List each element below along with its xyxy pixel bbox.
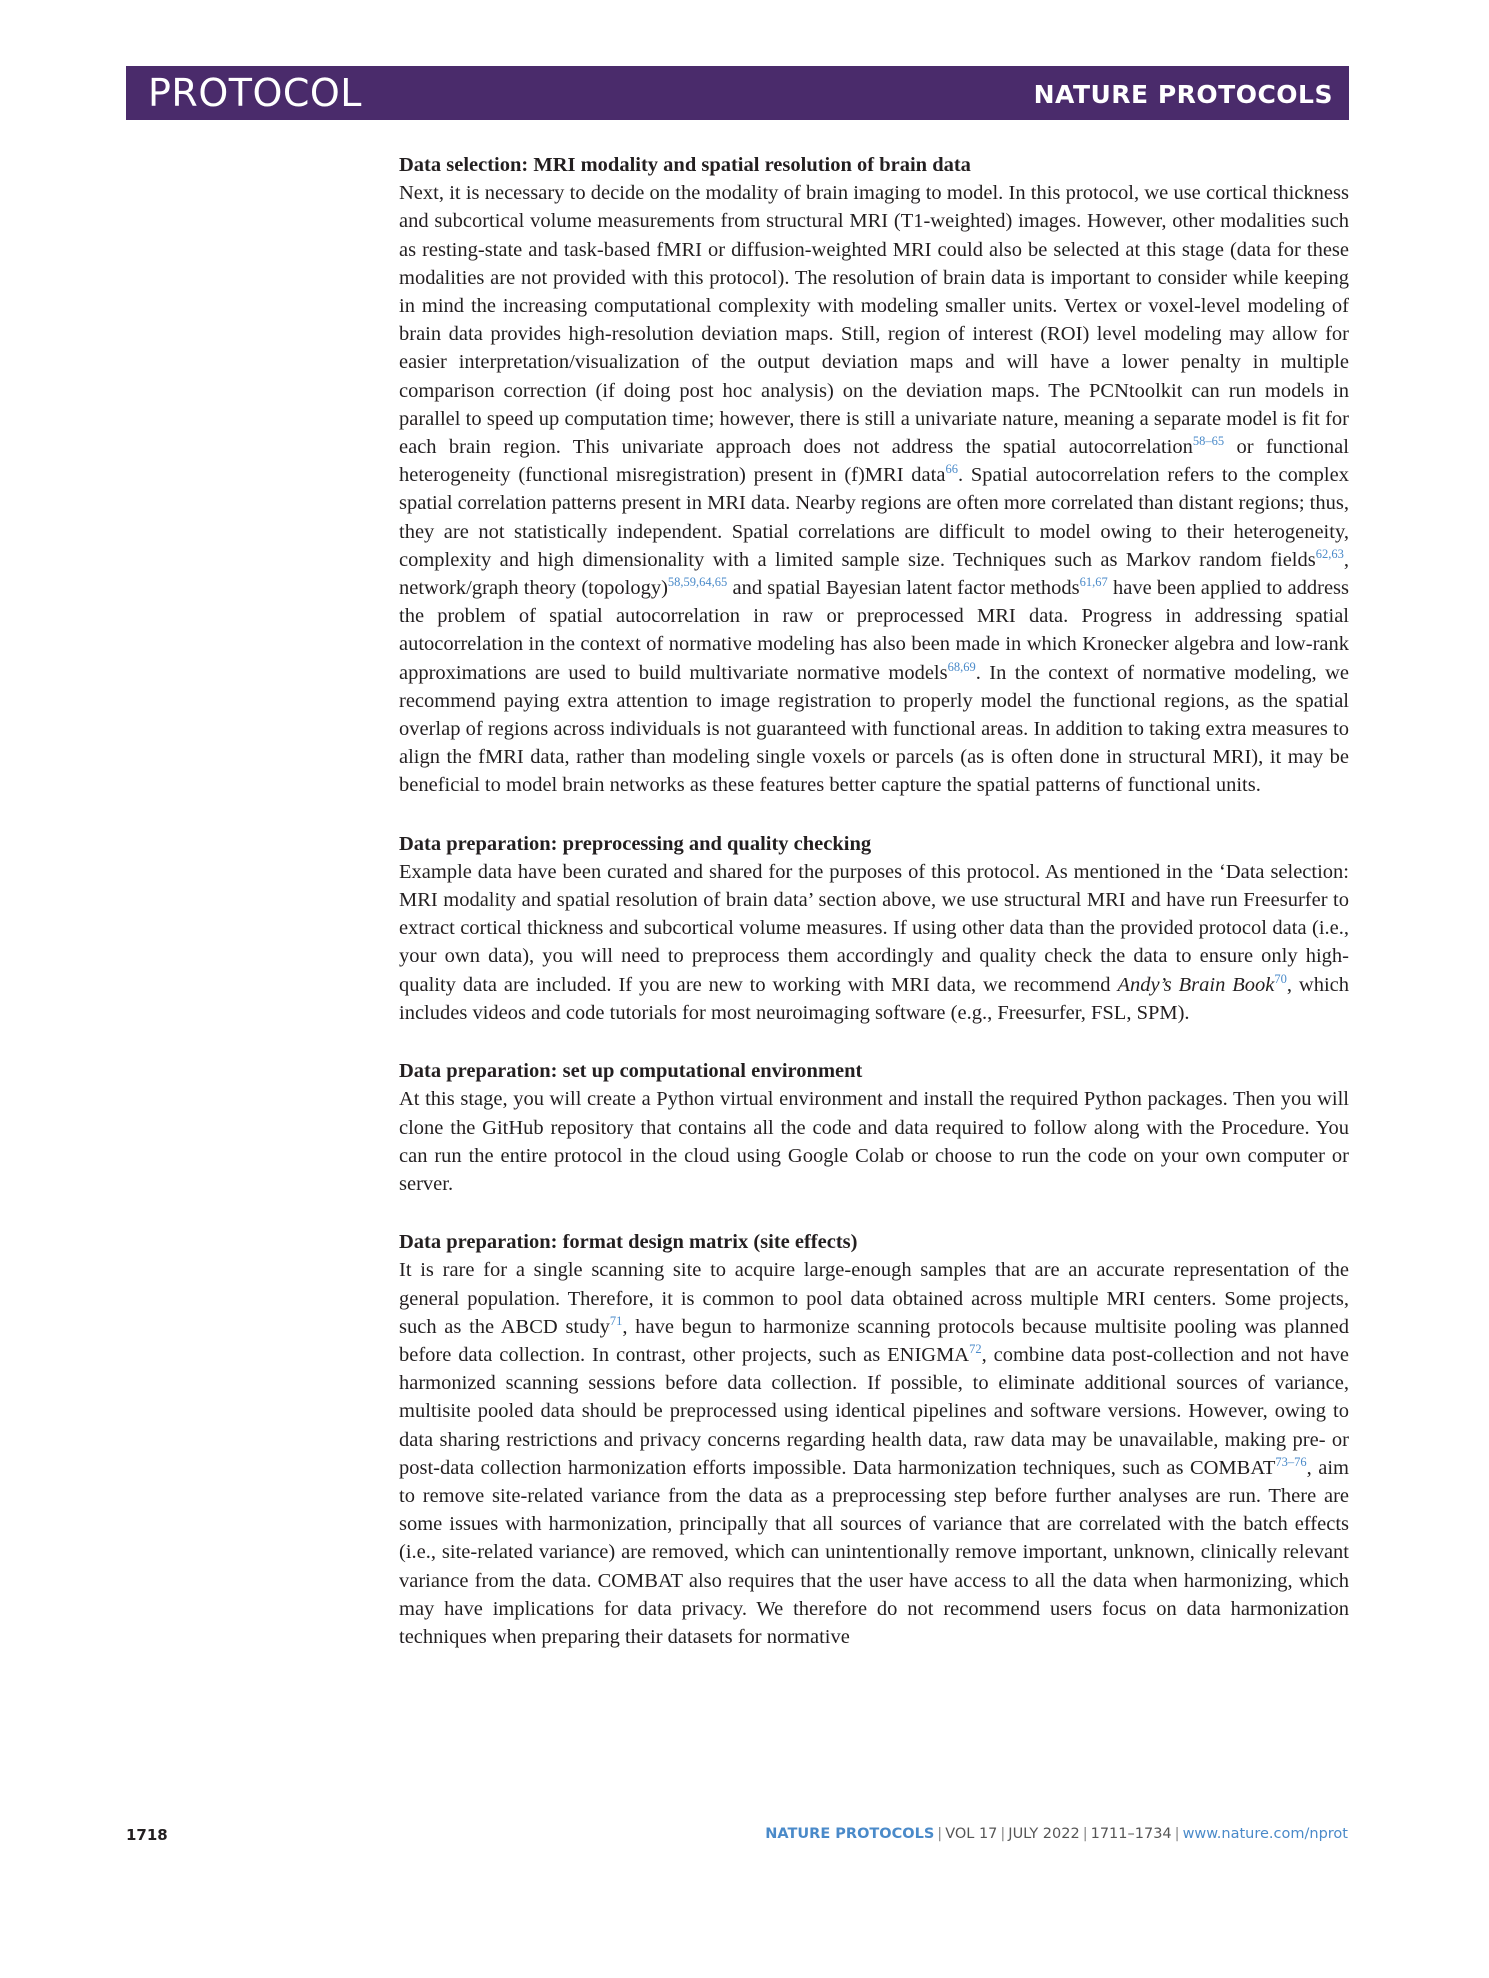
paragraph-text: have been applied to address the problem of spatial autocorrelation in raw or preprocessed MRI data. Progress in addressing spatial autocorrelation in the context of normative modeling has also been made in which Kronecker algebra and low-rank approximations are used to build multivariate normative models (399, 577, 1350, 684)
citation-link[interactable]: 70 (1274, 971, 1287, 986)
citation-link[interactable]: 71 (609, 1313, 623, 1328)
paragraph-text: or functional heterogeneity (functional misregistration) present in (f)MRI data (399, 436, 1349, 487)
paragraph-text: and spatial Bayesian latent factor methods (727, 577, 1080, 600)
footer-journal: NATURE PROTOCOLS (765, 1826, 935, 1842)
paragraph-text: . In the context of normative modeling, we recommend paying extra attention to image registration to properly model the functional regions, as the spatial overlap of regions across individuals is not guaranteed with functional areas. In addition to taking extra measures to align the fMRI data, rather than modeling single voxels or parcels (as is often done in structural MRI), it may be beneficial to model brain networks as these features better capture the spatial patterns of functional units. (399, 661, 1349, 797)
paragraph-text: At this stage, you will create a Python virtual environment and install the required Python packages. Then you will clone the GitHub repository that contains all the code and data required to follow along with the Procedure. You can run the entire protocol in the cloud using Google Colab or choose to run the code on your own computer or server. (399, 1088, 1349, 1195)
section-heading: Data selection: MRI modality and spatial resolution of brain data (399, 154, 971, 176)
section-paragraph (399, 1256, 1349, 1651)
section-paragraph (399, 179, 1349, 799)
paragraph-text: It is rare for a single scanning site to acquire large-enough samples that are an accurate representation of the general population. Therefore, it is common to pool data obtained across multiple MRI centers. Some projects, such as the ABCD study (399, 1259, 1349, 1338)
section (399, 151, 1349, 800)
paragraph-text: . Spatial autocorrelation refers to the complex spatial correlation patterns present in MRI data. Nearby regions are often more correlated than distant regions; thus, they are not statistically independent. Spatial correlations are difficult to model owing to their heterogeneity, complexity and high dimensionality with a limited sample size. Techniques such as Markov random fields (399, 464, 1349, 571)
paragraph-text: , network/graph theory (topology) (399, 548, 1349, 600)
article-body (399, 151, 1349, 1681)
section (399, 830, 1349, 1027)
section-heading: Data preparation: preprocessing and quality checking (399, 832, 872, 855)
footer-pages: 1711–1734 (1090, 1826, 1172, 1842)
footer-citation: NATURE PROTOCOLS | VOL 17 | JULY 2022 | 1711–1734 | www.nature.com/nprot (765, 1826, 1348, 1842)
section-paragraph (399, 1085, 1349, 1198)
citation-link[interactable]: 72 (969, 1341, 982, 1356)
journal-name: NATURE PROTOCOLS (1033, 80, 1333, 109)
citation-link[interactable]: 61,67 (1079, 575, 1108, 590)
section (399, 1228, 1349, 1651)
citation-link[interactable]: 73–76 (1275, 1454, 1307, 1469)
citation-link[interactable]: 58–65 (1192, 434, 1225, 449)
footer-url-link[interactable]: www.nature.com/nprot (1182, 1826, 1348, 1842)
paragraph-text: , which includes videos and code tutorials for most neuroimaging software (e.g., Freesurfer, FSL, SPM). (399, 973, 1349, 1024)
section-heading: Data preparation: format design matrix (site effects) (399, 1231, 858, 1254)
paragraph-text: Next, it is necessary to decide on the modality of brain imaging to model. In this protocol, we use cortical thickness and subcortical volume measurements from structural MRI (T1-weighted) images. However, other modalities such as resting-state and task-based fMRI or diffusion-weighted MRI could also be selected at this stage (data for these modalities are not provided with this protocol). The resolution of brain data is important to consider while keeping in mind the increasing computational complexity with modeling smaller units. Vertex or voxel-level modeling of brain data provides high-resolution deviation maps. Still, region of interest (ROI) level modeling may allow for easier interpretation/visualization of the output deviation maps and will have a lower penalty in multiple comparison correction (if doing post hoc analysis) on the deviation maps. The PCNtoolkit can run models in parallel to speed up computation time; however, there is still a univariate nature, meaning a separate model is fit for each brain region. This univariate approach does not address the spatial autocorrelation (399, 182, 1349, 459)
paragraph-text: , aim to remove site-related variance from the data as a preprocessing step before further analyses are run. There are some issues with harmonization, principally that all sources of variance that are correlated with the batch effects (i.e., site-related variance) are removed, which can unintentionally remove important, unknown, clinically relevant variance from the data. COMBAT also requires that the user have access to all the data when harmonizing, which may have implications for data privacy. We therefore do not recommend users focus on data harmonization techniques when preparing their datasets for normative (399, 1456, 1349, 1648)
footer-date: JULY 2022 (1008, 1826, 1080, 1842)
footer-volume: VOL 17 (945, 1826, 998, 1842)
section-paragraph (399, 858, 1349, 1027)
paragraph-text: , have begun to harmonize scanning protocols because multisite pooling was planned before data collection. In contrast, other projects, such as ENIGMA (399, 1315, 1349, 1366)
page-number: 1718 (126, 1826, 168, 1844)
section (399, 1057, 1349, 1198)
citation-link[interactable]: 58,59,64,65 (667, 575, 728, 590)
paragraph-text: Example data have been curated and shared for the purposes of this protocol. As mentioned in the ‘Data selection: MRI modality and spatial resolution of brain data’ section above, we use structural MRI and have run Freesurfer to extract cortical thickness and subcortical volume measures. If using other data than the provided protocol data (i.e., your own data), you will need to preprocess them accordingly and quality check the data to ensure only high-quality data are included. If you are new to working with MRI data, we recommend (399, 860, 1349, 996)
section-label: PROTOCOL (148, 71, 362, 115)
section-heading: Data preparation: set up computational environment (399, 1060, 863, 1083)
citation-link[interactable]: 68,69 (947, 659, 976, 674)
paragraph-text: , combine data post-collection and not have harmonized scanning sessions before data collection. If possible, to eliminate additional sources of variance, multisite pooled data should be preprocessed using identical pipelines and software versions. However, owing to data sharing restrictions and privacy concerns regarding health data, raw data may be unavailable, making pre- or post-data collection harmonization efforts impossible. Data harmonization techniques, such as COMBAT (399, 1343, 1349, 1479)
citation-link[interactable]: 66 (945, 462, 958, 477)
citation-link[interactable]: 62,63 (1315, 546, 1344, 561)
italic-text: Andy’s Brain Book (1117, 973, 1275, 996)
